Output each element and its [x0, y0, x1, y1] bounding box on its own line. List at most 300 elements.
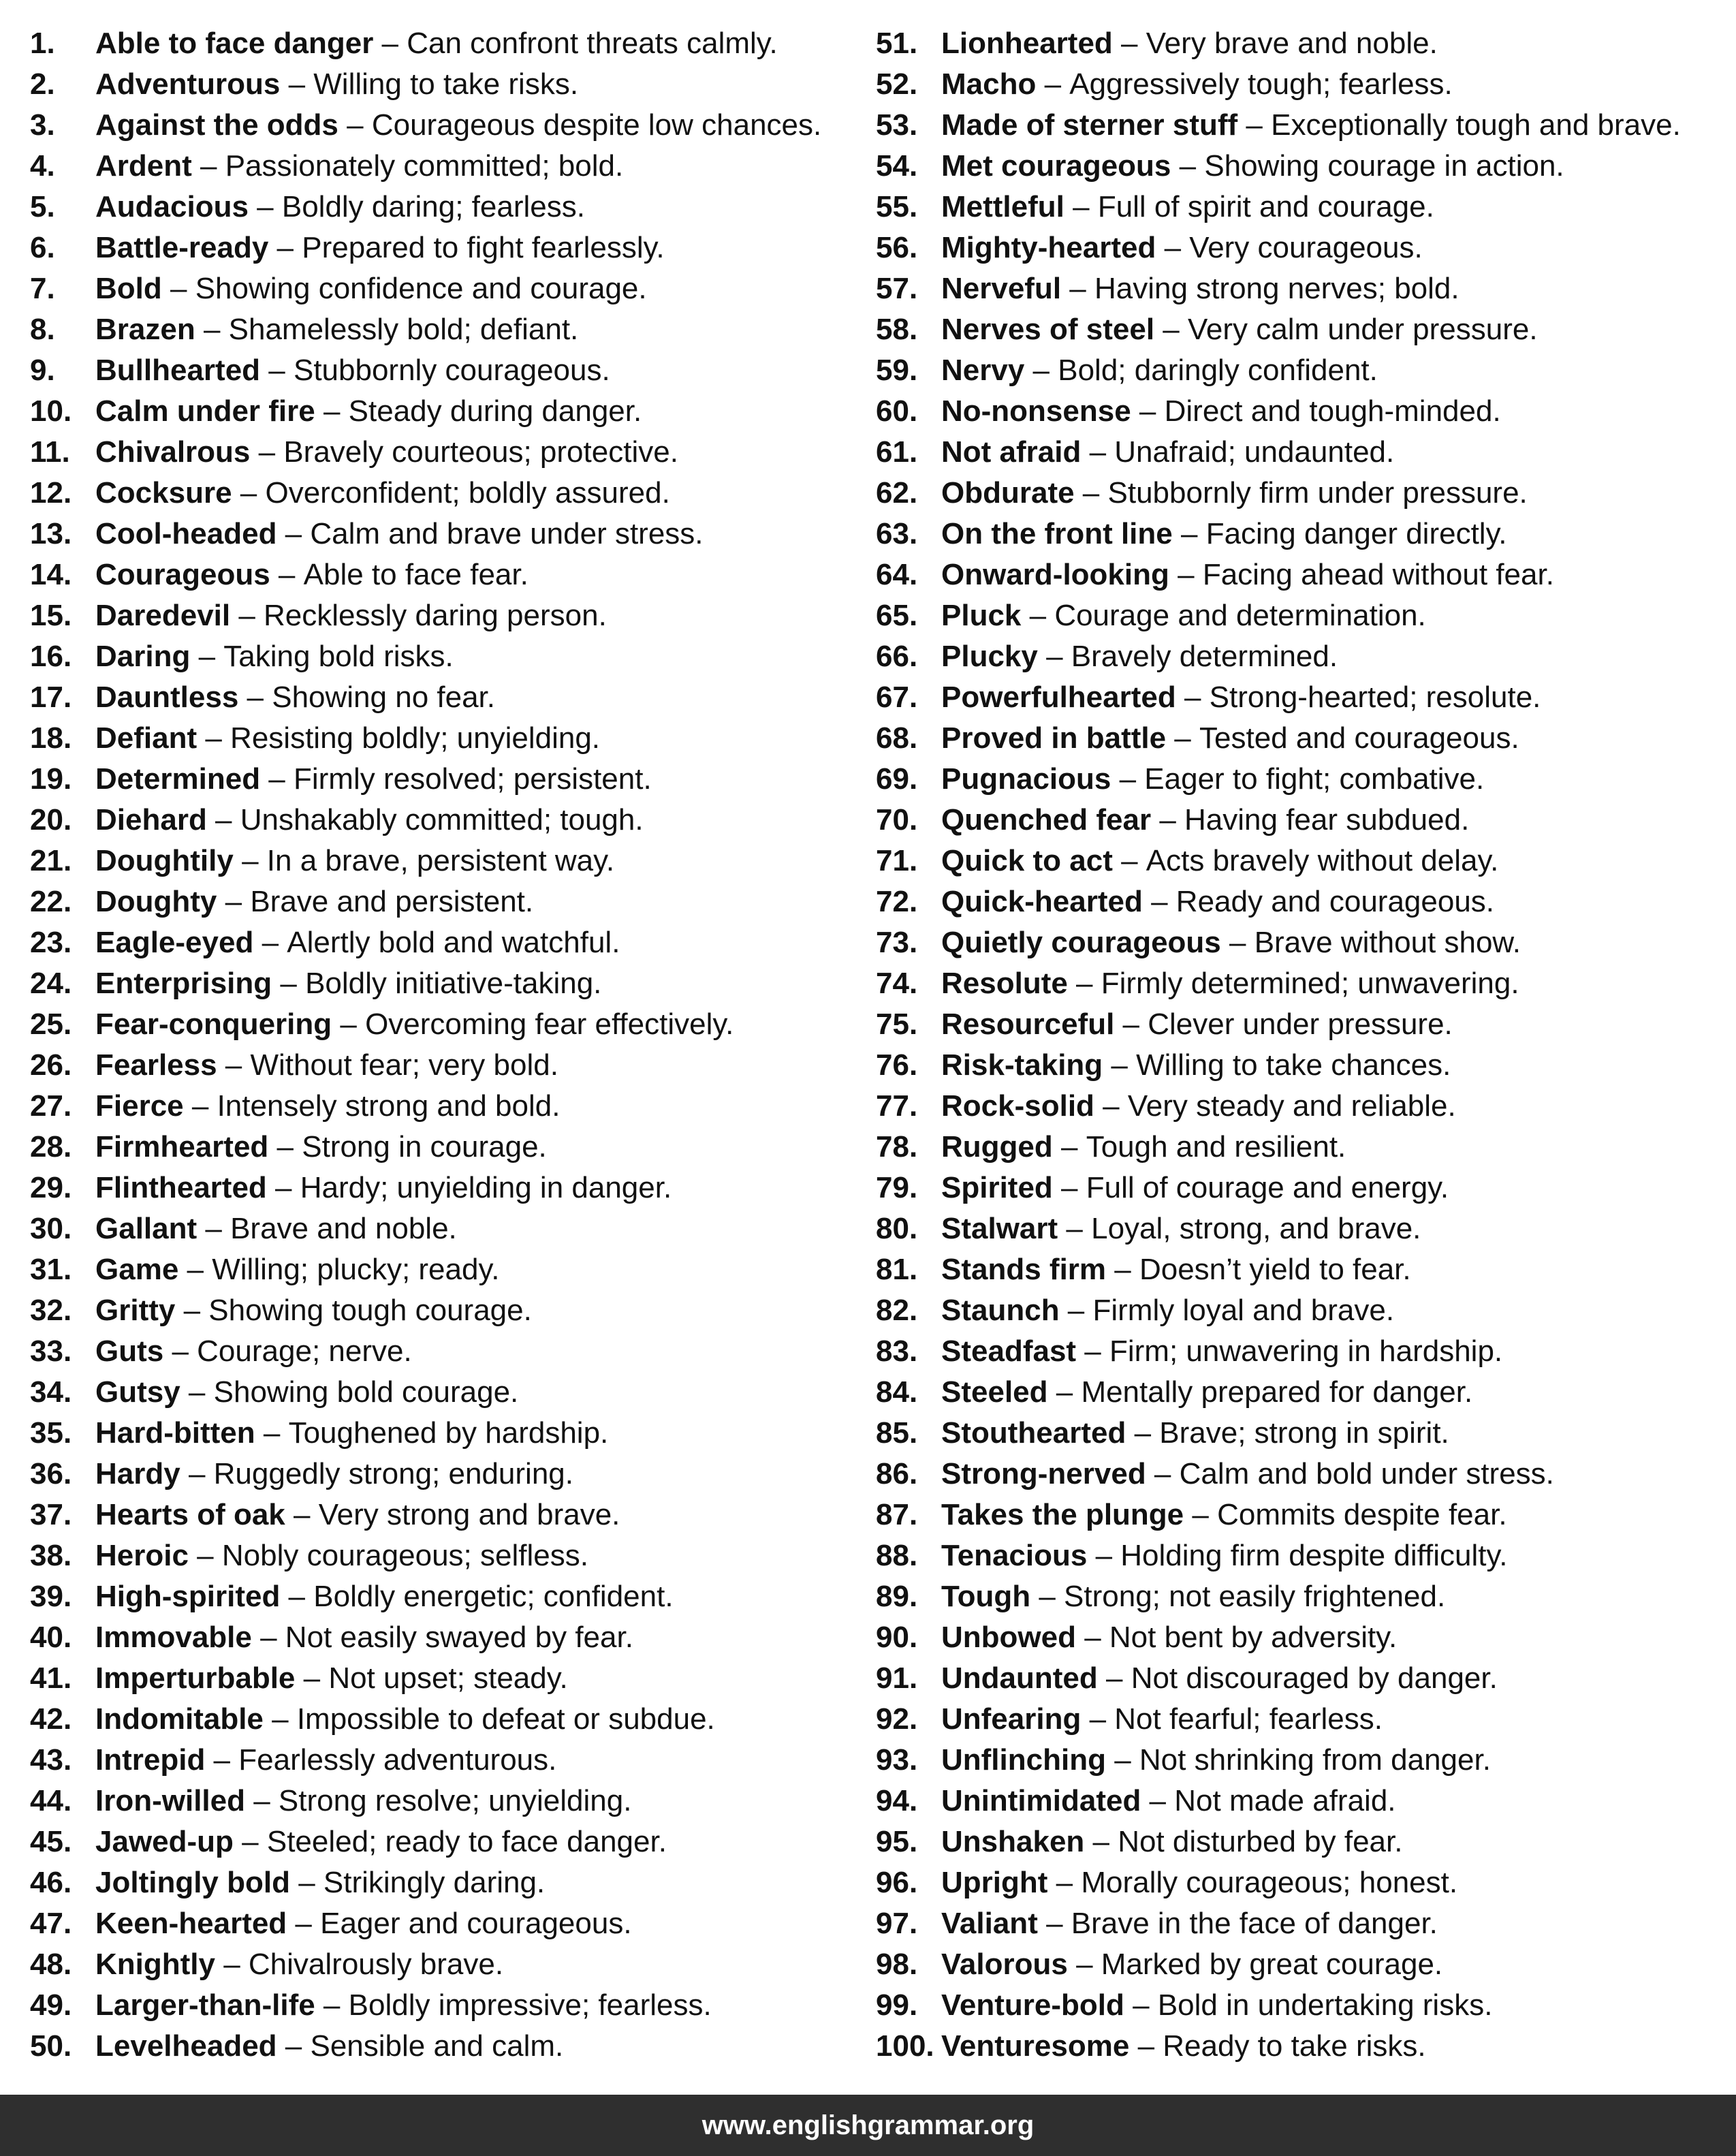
- list-item: [30, 800, 847, 841]
- entry-term: Lionhearted: [941, 27, 1113, 60]
- list-item: [30, 1290, 847, 1331]
- entry-number: 59.: [876, 354, 918, 387]
- entry-definition: Brave in the face of danger.: [1071, 1907, 1438, 1940]
- list-item: [30, 595, 847, 636]
- entry-number: 98.: [876, 1948, 918, 1981]
- entry-term: Resourceful: [941, 1007, 1115, 1041]
- entry-number: 9.: [30, 354, 55, 387]
- entry-definition: Strong resolve; unyielding.: [278, 1784, 632, 1817]
- entry-separator: –: [280, 67, 314, 101]
- list-item: [876, 1045, 1720, 1086]
- entry-separator: –: [332, 1007, 366, 1041]
- list-item: [876, 1781, 1720, 1822]
- entry-separator: –: [1081, 1702, 1115, 1736]
- entry-separator: –: [248, 190, 282, 223]
- entry-number: 7.: [30, 272, 55, 305]
- entry-number: 8.: [30, 313, 55, 346]
- entry-term: Steeled: [941, 1375, 1048, 1409]
- list-item: [30, 1495, 847, 1535]
- entry-number: 35.: [30, 1416, 72, 1450]
- entry-separator: –: [295, 1661, 329, 1695]
- entry-separator: –: [175, 1294, 209, 1327]
- entry-definition: Brave and persistent.: [250, 885, 534, 918]
- entry-definition: Showing tough courage.: [208, 1294, 532, 1327]
- entry-separator: –: [163, 1334, 198, 1368]
- entry-separator: –: [1094, 1089, 1128, 1123]
- entry-separator: –: [263, 1702, 297, 1736]
- list-item: [876, 146, 1720, 187]
- entry-definition: Willing to take risks.: [313, 67, 579, 101]
- entry-separator: –: [1166, 721, 1199, 755]
- entry-separator: –: [1067, 1948, 1101, 1981]
- list-item: [876, 350, 1720, 391]
- entry-term: Cool-headed: [95, 517, 277, 550]
- entry-separator: –: [1114, 1007, 1148, 1041]
- entry-separator: –: [255, 1416, 289, 1450]
- list-item: [876, 1699, 1720, 1740]
- list-item: [30, 1535, 847, 1576]
- entry-number: 76.: [876, 1048, 918, 1082]
- entry-number: 71.: [876, 844, 918, 877]
- entry-number: 58.: [876, 313, 918, 346]
- entry-definition: Calm and bold under stress.: [1179, 1457, 1554, 1490]
- entry-separator: –: [1156, 231, 1190, 264]
- entry-definition: Shamelessly bold; defiant.: [228, 313, 579, 346]
- entry-number: 40.: [30, 1621, 72, 1654]
- list-item: [876, 636, 1720, 677]
- entry-term: Unintimidated: [941, 1784, 1141, 1817]
- entry-separator: –: [230, 599, 264, 632]
- list-item: [30, 1004, 847, 1045]
- entry-definition: Not made afraid.: [1174, 1784, 1396, 1817]
- entry-definition: Brave; strong in spirit.: [1159, 1416, 1449, 1450]
- entry-separator: –: [217, 885, 251, 918]
- entry-term: Defiant: [95, 721, 198, 755]
- entry-definition: Alertly bold and watchful.: [287, 926, 620, 959]
- list-item: [876, 1495, 1720, 1535]
- entry-separator: –: [1064, 190, 1098, 223]
- entry-separator: –: [1172, 517, 1206, 550]
- entry-number: 60.: [876, 394, 918, 428]
- list-item: [876, 309, 1720, 350]
- entry-separator: –: [285, 1498, 319, 1531]
- entry-number: 94.: [876, 1784, 918, 1817]
- entry-term: Calm under fire: [95, 394, 315, 428]
- entry-number: 23.: [30, 926, 72, 959]
- list-item: [30, 554, 847, 595]
- entry-number: 2.: [30, 67, 55, 101]
- entry-separator: –: [1097, 1661, 1131, 1695]
- list-item: [30, 922, 847, 963]
- entry-number: 93.: [876, 1743, 918, 1777]
- entry-number: 29.: [30, 1171, 72, 1204]
- list-item: [876, 677, 1720, 718]
- list-item: [30, 2026, 847, 2067]
- list-item: [876, 1535, 1720, 1576]
- entry-number: 22.: [30, 885, 72, 918]
- entry-separator: –: [1151, 803, 1185, 837]
- entry-term: Onward-looking: [941, 558, 1169, 591]
- entry-number: 1.: [30, 27, 55, 60]
- entry-term: Nerves of steel: [941, 313, 1155, 346]
- entry-definition: Sensible and calm.: [310, 2029, 564, 2063]
- entry-separator: –: [315, 394, 349, 428]
- entry-term: Valorous: [941, 1948, 1068, 1981]
- entry-definition: Boldly daring; fearless.: [281, 190, 585, 223]
- entry-definition: Not upset; steady.: [328, 1661, 568, 1695]
- entry-definition: Exceptionally tough and brave.: [1271, 108, 1681, 142]
- list-item: [876, 554, 1720, 595]
- entry-term: Courageous: [95, 558, 270, 591]
- list-item: [30, 718, 847, 759]
- entry-number: 87.: [876, 1498, 918, 1531]
- entry-definition: Strong in courage.: [302, 1130, 547, 1163]
- entry-term: Powerfulhearted: [941, 681, 1176, 714]
- entry-definition: Morally courageous; honest.: [1081, 1866, 1458, 1899]
- entry-separator: –: [268, 231, 302, 264]
- entry-separator: –: [1058, 1212, 1092, 1245]
- entry-separator: –: [190, 640, 224, 673]
- entry-definition: Fearlessly adventurous.: [238, 1743, 557, 1777]
- entry-definition: Unshakably committed; tough.: [240, 803, 644, 837]
- entry-definition: Bravely courteous; protective.: [283, 435, 678, 469]
- entry-definition: Stubbornly firm under pressure.: [1107, 476, 1528, 510]
- entry-separator: –: [205, 1743, 239, 1777]
- list-item: [30, 1781, 847, 1822]
- entry-number: 67.: [876, 681, 918, 714]
- entry-number: 17.: [30, 681, 72, 714]
- list-item: [876, 718, 1720, 759]
- entry-term: Valiant: [941, 1907, 1038, 1940]
- list-item: [876, 23, 1720, 64]
- list-item: [30, 228, 847, 268]
- entry-definition: Can confront threats calmly.: [407, 27, 778, 60]
- list-item: [876, 105, 1720, 146]
- list-item: [30, 64, 847, 105]
- list-item: [30, 1903, 847, 1944]
- footer-url[interactable]: www.englishgrammar.org: [701, 2110, 1035, 2140]
- list-item: [30, 187, 847, 228]
- list-item: [876, 1903, 1720, 1944]
- entry-term: Met courageous: [941, 149, 1171, 183]
- entry-definition: Not shrinking from danger.: [1139, 1743, 1491, 1777]
- list-item: [30, 963, 847, 1004]
- entry-number: 57.: [876, 272, 918, 305]
- entry-definition: Marked by great courage.: [1101, 1948, 1443, 1981]
- entry-separator: –: [1030, 1580, 1064, 1613]
- list-item: [30, 1086, 847, 1127]
- entry-number: 61.: [876, 435, 918, 469]
- entry-definition: Willing; plucky; ready.: [212, 1253, 500, 1286]
- entry-term: Unfearing: [941, 1702, 1082, 1736]
- entry-definition: Strikingly daring.: [323, 1866, 546, 1899]
- list-item: [876, 1658, 1720, 1699]
- entry-separator: –: [1059, 1294, 1093, 1327]
- entry-term: Intrepid: [95, 1743, 206, 1777]
- entry-term: Venture-bold: [941, 1988, 1124, 2022]
- list-item: [30, 23, 847, 64]
- entry-term: Spirited: [941, 1171, 1053, 1204]
- entry-separator: –: [277, 517, 311, 550]
- entry-number: 89.: [876, 1580, 918, 1613]
- list-item: [876, 2026, 1720, 2067]
- entry-number: 11.: [30, 435, 70, 469]
- entry-term: Iron-willed: [95, 1784, 245, 1817]
- entry-number: 34.: [30, 1375, 72, 1409]
- entry-definition: Ruggedly strong; enduring.: [213, 1457, 573, 1490]
- list-item: [30, 432, 847, 473]
- entry-term: Nerveful: [941, 272, 1062, 305]
- entry-number: 15.: [30, 599, 72, 632]
- entry-term: Proved in battle: [941, 721, 1167, 755]
- entry-term: Rock-solid: [941, 1089, 1094, 1123]
- entry-number: 55.: [876, 190, 918, 223]
- entry-term: Stalwart: [941, 1212, 1058, 1245]
- list-item: [876, 595, 1720, 636]
- list-item: [30, 759, 847, 800]
- entry-definition: Willing to take chances.: [1136, 1048, 1451, 1082]
- entry-term: Ardent: [95, 149, 192, 183]
- entry-number: 48.: [30, 1948, 72, 1981]
- list-item: [876, 1454, 1720, 1495]
- list-item: [30, 1617, 847, 1658]
- entry-separator: –: [1171, 149, 1205, 183]
- entry-definition: Showing no fear.: [272, 681, 496, 714]
- list-item: [30, 1168, 847, 1208]
- list-item: [876, 1372, 1720, 1413]
- entry-term: Plucky: [941, 640, 1038, 673]
- entry-number: 4.: [30, 149, 55, 183]
- entry-term: Fear-conquering: [95, 1007, 332, 1041]
- entry-separator: –: [1169, 558, 1203, 591]
- entry-number: 51.: [876, 27, 918, 60]
- entry-definition: Very steady and reliable.: [1127, 1089, 1456, 1123]
- entry-separator: –: [253, 926, 287, 959]
- entry-number: 74.: [876, 967, 918, 1000]
- entry-term: Larger-than-life: [95, 1988, 315, 2022]
- entry-number: 33.: [30, 1334, 72, 1368]
- entry-separator: –: [1047, 1866, 1082, 1899]
- list-item: [876, 432, 1720, 473]
- entry-number: 95.: [876, 1825, 918, 1858]
- entry-definition: Overcoming fear effectively.: [365, 1007, 734, 1041]
- entry-term: Unflinching: [941, 1743, 1106, 1777]
- entry-number: 36.: [30, 1457, 72, 1490]
- list-item: [876, 759, 1720, 800]
- entry-term: Determined: [95, 762, 261, 796]
- entry-term: Not afraid: [941, 435, 1082, 469]
- entry-number: 41.: [30, 1661, 72, 1695]
- entry-term: Pugnacious: [941, 762, 1111, 796]
- entry-definition: Full of courage and energy.: [1086, 1171, 1449, 1204]
- list-item: [876, 1862, 1720, 1903]
- entry-definition: In a brave, persistent way.: [266, 844, 615, 877]
- entry-number: 70.: [876, 803, 918, 837]
- list-item: [30, 881, 847, 922]
- list-item: [876, 514, 1720, 554]
- entry-number: 62.: [876, 476, 918, 510]
- entry-definition: Full of spirit and courage.: [1097, 190, 1434, 223]
- entry-number: 90.: [876, 1621, 918, 1654]
- entry-term: Enterprising: [95, 967, 272, 1000]
- list-item: [876, 1127, 1720, 1168]
- entry-separator: –: [1036, 67, 1070, 101]
- entry-number: 52.: [876, 67, 918, 101]
- entry-definition: Bold; daringly confident.: [1058, 354, 1378, 387]
- entry-definition: Tough and resilient.: [1086, 1130, 1346, 1163]
- entry-separator: –: [1129, 2029, 1163, 2063]
- entry-separator: –: [251, 1621, 285, 1654]
- list-item: [30, 1331, 847, 1372]
- list-item: [876, 1944, 1720, 1985]
- entry-definition: Acts bravely without delay.: [1146, 844, 1499, 877]
- entry-number: 21.: [30, 844, 72, 877]
- list-item: [30, 1576, 847, 1617]
- entry-separator: –: [1146, 1457, 1180, 1490]
- entry-separator: –: [280, 1580, 314, 1613]
- entry-separator: –: [180, 1457, 214, 1490]
- entry-separator: –: [1112, 27, 1146, 60]
- entry-definition: Showing bold courage.: [213, 1375, 519, 1409]
- entry-term: Indomitable: [95, 1702, 264, 1736]
- entry-term: Keen-hearted: [95, 1907, 287, 1940]
- list-item: [30, 1822, 847, 1862]
- entry-number: 82.: [876, 1294, 918, 1327]
- entry-number: 80.: [876, 1212, 918, 1245]
- entry-definition: Showing courage in action.: [1204, 149, 1564, 183]
- entry-number: 100.: [876, 2029, 934, 2063]
- entry-number: 24.: [30, 967, 72, 1000]
- entry-definition: Nobly courageous; selfless.: [221, 1539, 588, 1572]
- entry-term: Heroic: [95, 1539, 189, 1572]
- entry-term: Tough: [941, 1580, 1031, 1613]
- entry-separator: –: [232, 476, 266, 510]
- list-item: [876, 881, 1720, 922]
- entry-term: Quick to act: [941, 844, 1113, 877]
- entry-separator: –: [1220, 926, 1254, 959]
- list-item: [30, 146, 847, 187]
- entry-definition: Toughened by hardship.: [288, 1416, 609, 1450]
- entry-number: 88.: [876, 1539, 918, 1572]
- entry-term: Brazen: [95, 313, 195, 346]
- entry-separator: –: [233, 1825, 267, 1858]
- entry-number: 47.: [30, 1907, 72, 1940]
- entry-definition: Very brave and noble.: [1146, 27, 1438, 60]
- entry-definition: Impossible to defeat or subdue.: [296, 1702, 715, 1736]
- list-item: [30, 636, 847, 677]
- entry-definition: Holding firm despite difficulty.: [1120, 1539, 1508, 1572]
- entry-definition: Facing ahead without fear.: [1202, 558, 1554, 591]
- entry-number: 31.: [30, 1253, 72, 1286]
- word-list-right-column: [876, 23, 1720, 2067]
- entry-term: Macho: [941, 67, 1037, 101]
- entry-definition: Commits despite fear.: [1217, 1498, 1507, 1531]
- entry-definition: Having strong nerves; bold.: [1094, 272, 1459, 305]
- list-item: [876, 841, 1720, 881]
- entry-term: Unshaken: [941, 1825, 1085, 1858]
- entry-definition: Direct and tough-minded.: [1164, 394, 1501, 428]
- entry-number: 56.: [876, 231, 918, 264]
- entry-separator: –: [373, 27, 407, 60]
- entry-definition: Courage; nerve.: [197, 1334, 412, 1368]
- entry-definition: Strong-hearted; resolute.: [1209, 681, 1541, 714]
- entry-number: 63.: [876, 517, 918, 550]
- entry-definition: Able to face fear.: [303, 558, 528, 591]
- entry-separator: –: [238, 681, 272, 714]
- list-item: [876, 1331, 1720, 1372]
- list-item: [876, 1290, 1720, 1331]
- list-item: [876, 1086, 1720, 1127]
- entry-separator: –: [1052, 1171, 1086, 1204]
- entry-separator: –: [268, 1130, 302, 1163]
- entry-term: Doughtily: [95, 844, 234, 877]
- entry-term: Bold: [95, 272, 162, 305]
- entry-term: No-nonsense: [941, 394, 1131, 428]
- entry-separator: –: [260, 354, 294, 387]
- entry-definition: Not fearful; fearless.: [1114, 1702, 1383, 1736]
- entry-definition: Steady during danger.: [348, 394, 642, 428]
- entry-term: Diehard: [95, 803, 207, 837]
- list-item: [30, 1699, 847, 1740]
- list-item: [876, 228, 1720, 268]
- list-item: [876, 1740, 1720, 1781]
- entry-number: 78.: [876, 1130, 918, 1163]
- entry-definition: Clever under pressure.: [1148, 1007, 1453, 1041]
- entry-definition: Resisting boldly; unyielding.: [230, 721, 601, 755]
- entry-separator: –: [206, 803, 240, 837]
- list-item: [876, 963, 1720, 1004]
- entry-term: Hard-bitten: [95, 1416, 255, 1450]
- entry-number: 43.: [30, 1743, 72, 1777]
- entry-separator: –: [197, 1212, 231, 1245]
- entry-definition: Bravely determined.: [1071, 640, 1338, 673]
- entry-definition: Unafraid; undaunted.: [1114, 435, 1395, 469]
- entry-term: Adventurous: [95, 67, 281, 101]
- entry-term: Imperturbable: [95, 1661, 296, 1695]
- entry-separator: –: [197, 721, 231, 755]
- entry-term: Undaunted: [941, 1661, 1098, 1695]
- entry-number: 92.: [876, 1702, 918, 1736]
- entry-definition: Without fear; very bold.: [250, 1048, 558, 1082]
- entry-separator: –: [217, 1048, 251, 1082]
- entry-number: 83.: [876, 1334, 918, 1368]
- list-item: [30, 350, 847, 391]
- entry-number: 79.: [876, 1171, 918, 1204]
- entry-term: Obdurate: [941, 476, 1075, 510]
- list-item: [876, 1985, 1720, 2026]
- entry-number: 91.: [876, 1661, 918, 1695]
- entry-separator: –: [195, 313, 229, 346]
- entry-separator: –: [1081, 435, 1115, 469]
- entry-separator: –: [250, 435, 284, 469]
- list-item: [876, 1576, 1720, 1617]
- list-item: [30, 391, 847, 432]
- entry-term: Mettleful: [941, 190, 1064, 223]
- entry-definition: Steeled; ready to face danger.: [266, 1825, 667, 1858]
- list-item: [30, 677, 847, 718]
- entry-separator: –: [1126, 1416, 1160, 1450]
- entry-definition: Ready to take risks.: [1163, 2029, 1426, 2063]
- entry-number: 20.: [30, 803, 72, 837]
- entry-definition: Strong; not easily frightened.: [1064, 1580, 1446, 1613]
- entry-definition: Very calm under pressure.: [1187, 313, 1538, 346]
- list-item: [876, 268, 1720, 309]
- list-item: [30, 1127, 847, 1168]
- entry-definition: Eager to fight; combative.: [1144, 762, 1485, 796]
- entry-term: Strong-nerved: [941, 1457, 1146, 1490]
- entry-term: Stands firm: [941, 1253, 1107, 1286]
- footer-banner: [0, 2095, 1736, 2156]
